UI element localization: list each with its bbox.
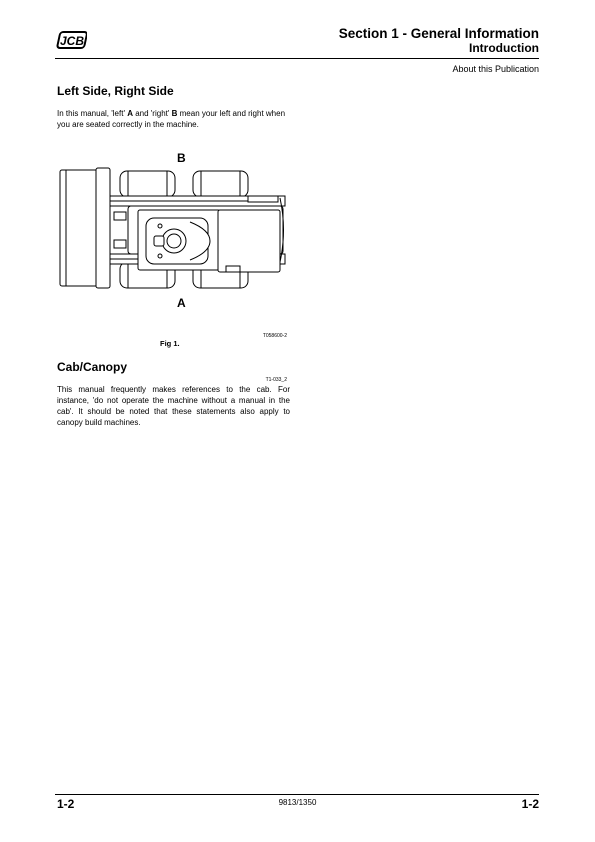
left-right-heading: Left Side, Right Side [57, 84, 174, 98]
page-number-left: 1-2 [57, 797, 75, 811]
cab-canopy-heading: Cab/Canopy [57, 360, 128, 374]
subsection-title: Introduction [469, 41, 539, 55]
left-right-paragraph [57, 108, 290, 130]
text-part: In this manual, 'left' [57, 109, 128, 118]
emphasis-b: B [171, 109, 178, 118]
text-part: mean your left and right when you are seated correctly in the machine. [57, 109, 286, 129]
machine-top-view-diagram [58, 166, 288, 292]
figure-ref: T058600-2 [262, 333, 287, 339]
section-title: Section 1 - General Information [338, 26, 539, 41]
page-number-right: 1-2 [521, 797, 539, 811]
emphasis-a: A [127, 109, 133, 118]
cab-canopy-paragraph: This manual frequently makes references to the cab. For instance, 'do not operate the machine without a manual in the cab'. It should be noted that these statements also apply to canopy build machines. [57, 385, 290, 427]
figure-caption: Fig 1. [160, 339, 180, 348]
topic-label: About this Publication [452, 64, 539, 74]
figure-label-b: B [177, 151, 186, 165]
header-divider [55, 58, 539, 59]
text-part: and 'right' [132, 109, 172, 118]
svg-text:JCB: JCB [59, 34, 85, 48]
cab-canopy-ref: T1-033_2 [265, 377, 287, 383]
footer-divider [55, 794, 539, 795]
document-number: 9813/1350 [278, 798, 317, 807]
jcb-logo [55, 29, 87, 51]
figure-label-a: A [177, 296, 186, 310]
